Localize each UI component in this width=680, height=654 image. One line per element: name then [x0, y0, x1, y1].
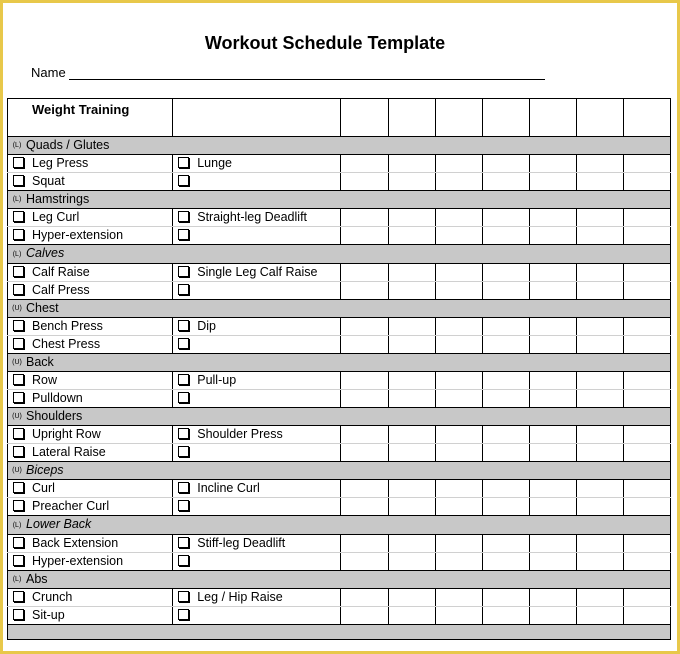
day-cell[interactable] [482, 552, 529, 570]
exercise-label: Lunge [197, 156, 232, 171]
day-cell[interactable] [482, 335, 529, 353]
category-cell [8, 299, 671, 317]
day-cell[interactable] [435, 173, 482, 191]
day-cell[interactable] [341, 263, 388, 281]
day-cell[interactable] [388, 281, 435, 299]
checkbox[interactable] [178, 555, 189, 566]
day-cell[interactable] [529, 588, 576, 606]
exercise-cell [173, 444, 341, 462]
day-cell[interactable] [623, 588, 670, 606]
day-cell[interactable] [576, 263, 623, 281]
day-cell[interactable] [435, 480, 482, 498]
day-cell[interactable] [435, 390, 482, 408]
day-cell[interactable] [529, 372, 576, 390]
day-cell[interactable] [623, 498, 670, 516]
exercise-cell [173, 426, 341, 444]
checkbox[interactable] [13, 555, 24, 566]
day-cell[interactable] [482, 155, 529, 173]
day-cell[interactable] [435, 263, 482, 281]
day-cell[interactable] [576, 173, 623, 191]
exercise-row [8, 498, 671, 516]
checkbox[interactable] [178, 392, 189, 403]
exercise-row [8, 534, 671, 552]
day-cell[interactable] [576, 606, 623, 624]
category-row [8, 245, 671, 263]
day-cell[interactable] [576, 99, 623, 137]
exercise-row [8, 372, 671, 390]
category-cell [8, 570, 671, 588]
exercise-cell [8, 209, 173, 227]
exercise-label: Leg / Hip Raise [197, 589, 283, 604]
day-cell[interactable] [482, 317, 529, 335]
header-label: Weight Training [8, 99, 173, 137]
day-cell[interactable] [388, 335, 435, 353]
day-cell[interactable] [482, 227, 529, 245]
day-cell[interactable] [388, 480, 435, 498]
day-cell[interactable] [576, 588, 623, 606]
day-cell[interactable] [388, 534, 435, 552]
day-cell[interactable] [482, 426, 529, 444]
category-cell [8, 245, 671, 263]
exercise-row [8, 480, 671, 498]
exercise-row [8, 444, 671, 462]
day-cell[interactable] [435, 534, 482, 552]
workout-schedule-page [3, 3, 677, 651]
footer-cell [8, 624, 671, 639]
day-cell[interactable] [529, 335, 576, 353]
category-row [8, 570, 671, 588]
exercise-row [8, 552, 671, 570]
checkbox[interactable] [13, 157, 24, 168]
exercise-label: Hyper-extension [32, 228, 124, 243]
exercise-label: Leg Press [32, 156, 89, 171]
day-cell[interactable] [482, 588, 529, 606]
day-cell[interactable] [482, 99, 529, 137]
day-cell[interactable] [576, 426, 623, 444]
checkbox[interactable] [13, 609, 24, 620]
exercise-row [8, 227, 671, 245]
checkbox[interactable] [13, 446, 24, 457]
checkbox[interactable] [178, 266, 189, 277]
header-blank-cell [173, 99, 341, 137]
day-cell[interactable] [482, 263, 529, 281]
exercise-cell [8, 155, 173, 173]
category-row [8, 353, 671, 371]
exercise-cell [8, 263, 173, 281]
day-cell[interactable] [435, 552, 482, 570]
day-cell[interactable] [341, 281, 388, 299]
category-name: Abs [26, 571, 48, 586]
checkbox[interactable] [178, 284, 189, 295]
day-cell[interactable] [388, 606, 435, 624]
checkbox[interactable] [178, 320, 189, 331]
exercise-label: Single Leg Calf Raise [197, 264, 318, 279]
day-cell[interactable] [341, 426, 388, 444]
footer-row [8, 624, 671, 639]
category-name: Biceps [26, 463, 64, 478]
day-cell[interactable] [529, 498, 576, 516]
exercise-cell [173, 588, 341, 606]
day-cell[interactable] [623, 552, 670, 570]
day-cell[interactable] [623, 173, 670, 191]
workout-table [7, 98, 671, 640]
day-cell[interactable] [529, 155, 576, 173]
day-cell[interactable] [529, 534, 576, 552]
day-cell[interactable] [482, 173, 529, 191]
category-cell [8, 353, 671, 371]
day-cell[interactable] [388, 372, 435, 390]
day-cell[interactable] [623, 227, 670, 245]
day-cell[interactable] [341, 498, 388, 516]
day-cell[interactable] [341, 227, 388, 245]
checkbox[interactable] [178, 609, 189, 620]
checkbox[interactable] [178, 374, 189, 385]
day-cell[interactable] [529, 281, 576, 299]
exercise-row [8, 588, 671, 606]
exercise-cell [8, 390, 173, 408]
day-cell[interactable] [529, 552, 576, 570]
exercise-cell [8, 335, 173, 353]
day-cell[interactable] [576, 534, 623, 552]
page-title: Workout Schedule Template [204, 33, 446, 53]
day-cell[interactable] [623, 480, 670, 498]
category-row [8, 462, 671, 480]
checkbox[interactable] [13, 374, 24, 385]
exercise-cell [173, 498, 341, 516]
day-cell[interactable] [623, 99, 670, 137]
category-name: Chest [26, 300, 59, 315]
checkbox[interactable] [178, 157, 189, 168]
checkbox[interactable] [13, 500, 24, 511]
exercise-row [8, 209, 671, 227]
day-cell[interactable] [341, 606, 388, 624]
day-cell[interactable] [341, 552, 388, 570]
category-row [8, 516, 671, 534]
checkbox[interactable] [13, 266, 24, 277]
exercise-label: Dip [197, 318, 216, 333]
day-cell[interactable] [482, 480, 529, 498]
checkbox[interactable] [13, 175, 24, 186]
exercise-row [8, 606, 671, 624]
name-label: Name [31, 65, 66, 80]
exercise-label: Leg Curl [32, 210, 80, 225]
exercise-row [8, 317, 671, 335]
exercise-cell [8, 534, 173, 552]
day-cell[interactable] [341, 209, 388, 227]
category-name: Calves [26, 246, 65, 261]
exercise-row [8, 335, 671, 353]
day-cell[interactable] [435, 426, 482, 444]
day-cell[interactable] [576, 227, 623, 245]
day-cell[interactable] [529, 606, 576, 624]
day-cell[interactable] [341, 480, 388, 498]
exercise-cell [173, 227, 341, 245]
body-region-tag: (U) [12, 467, 22, 475]
day-cell[interactable] [388, 99, 435, 137]
category-cell [8, 191, 671, 209]
day-cell[interactable] [576, 480, 623, 498]
exercise-label: Incline Curl [197, 481, 260, 496]
checkbox[interactable] [178, 446, 189, 457]
day-cell[interactable] [341, 372, 388, 390]
exercise-label: Straight-leg Deadlift [197, 210, 308, 225]
exercise-label: Calf Raise [32, 264, 90, 279]
day-cell[interactable] [576, 281, 623, 299]
checkbox[interactable] [178, 500, 189, 511]
day-cell[interactable] [482, 372, 529, 390]
day-cell[interactable] [482, 444, 529, 462]
exercise-row [8, 390, 671, 408]
day-cell[interactable] [623, 426, 670, 444]
day-cell[interactable] [576, 209, 623, 227]
day-cell[interactable] [341, 317, 388, 335]
day-cell[interactable] [435, 317, 482, 335]
day-cell[interactable] [435, 99, 482, 137]
day-cell[interactable] [529, 99, 576, 137]
day-cell[interactable] [529, 227, 576, 245]
day-cell[interactable] [529, 317, 576, 335]
exercise-label: Crunch [32, 589, 73, 604]
checkbox[interactable] [13, 284, 24, 295]
checkbox[interactable] [178, 428, 189, 439]
day-cell[interactable] [623, 335, 670, 353]
exercise-cell [173, 155, 341, 173]
exercise-cell [8, 588, 173, 606]
exercise-cell [173, 209, 341, 227]
exercise-cell [8, 480, 173, 498]
day-cell[interactable] [529, 209, 576, 227]
day-cell[interactable] [623, 606, 670, 624]
day-cell[interactable] [576, 372, 623, 390]
day-cell[interactable] [341, 173, 388, 191]
day-cell[interactable] [576, 155, 623, 173]
checkbox[interactable] [13, 428, 24, 439]
exercise-row [8, 155, 671, 173]
exercise-label: Back Extension [32, 535, 119, 550]
category-row [8, 408, 671, 426]
day-cell[interactable] [623, 263, 670, 281]
day-cell[interactable] [388, 552, 435, 570]
day-cell[interactable] [341, 588, 388, 606]
exercise-label: Curl [32, 481, 55, 496]
exercise-cell [8, 173, 173, 191]
exercise-cell [173, 480, 341, 498]
day-cell[interactable] [529, 173, 576, 191]
exercise-label: Row [32, 373, 58, 388]
day-cell[interactable] [482, 498, 529, 516]
day-cell[interactable] [435, 209, 482, 227]
checkbox[interactable] [178, 537, 189, 548]
day-cell[interactable] [435, 227, 482, 245]
day-cell[interactable] [623, 372, 670, 390]
exercise-cell [173, 263, 341, 281]
category-row [8, 137, 671, 155]
day-cell[interactable] [435, 335, 482, 353]
exercise-label: Lateral Raise [32, 445, 106, 460]
body-region-tag: (U) [12, 359, 22, 367]
checkbox[interactable] [13, 392, 24, 403]
day-cell[interactable] [576, 444, 623, 462]
exercise-row [8, 426, 671, 444]
day-cell[interactable] [482, 281, 529, 299]
exercise-label: Pulldown [32, 391, 83, 406]
exercise-label: Squat [32, 174, 65, 189]
day-cell[interactable] [482, 534, 529, 552]
day-cell[interactable] [388, 263, 435, 281]
body-region-tag: (L) [12, 142, 22, 150]
day-cell[interactable] [529, 263, 576, 281]
checkbox[interactable] [13, 338, 24, 349]
day-cell[interactable] [623, 444, 670, 462]
day-cell[interactable] [388, 317, 435, 335]
exercise-label: Pull-up [197, 373, 237, 388]
checkbox[interactable] [178, 482, 189, 493]
exercise-label: Calf Press [32, 282, 90, 297]
exercise-cell [173, 281, 341, 299]
body-region-tag: (L) [12, 575, 22, 583]
exercise-cell [8, 552, 173, 570]
exercise-cell [8, 498, 173, 516]
day-cell[interactable] [435, 155, 482, 173]
checkbox[interactable] [13, 537, 24, 548]
body-region-tag: (L) [12, 250, 22, 258]
exercise-cell [8, 372, 173, 390]
category-name: Shoulders [26, 409, 83, 424]
checkbox[interactable] [13, 591, 24, 602]
day-cell[interactable] [576, 552, 623, 570]
day-cell[interactable] [435, 281, 482, 299]
day-cell[interactable] [576, 498, 623, 516]
exercise-cell [173, 606, 341, 624]
category-row [8, 191, 671, 209]
day-cell[interactable] [388, 426, 435, 444]
day-cell[interactable] [576, 335, 623, 353]
category-name: Quads / Glutes [26, 138, 110, 153]
checkbox[interactable] [13, 320, 24, 331]
exercise-label: Upright Row [32, 427, 101, 442]
day-cell[interactable] [341, 155, 388, 173]
category-row [8, 299, 671, 317]
day-cell[interactable] [388, 173, 435, 191]
day-cell[interactable] [435, 444, 482, 462]
day-cell[interactable] [388, 444, 435, 462]
exercise-cell [8, 444, 173, 462]
exercise-cell [8, 606, 173, 624]
day-cell[interactable] [529, 426, 576, 444]
category-name: Back [26, 355, 54, 370]
category-cell [8, 516, 671, 534]
body-region-tag: (U) [12, 304, 22, 312]
day-cell[interactable] [529, 480, 576, 498]
day-cell[interactable] [388, 155, 435, 173]
day-cell[interactable] [388, 588, 435, 606]
day-cell[interactable] [623, 390, 670, 408]
day-cell[interactable] [482, 606, 529, 624]
day-cell[interactable] [623, 534, 670, 552]
exercise-cell [8, 317, 173, 335]
checkbox[interactable] [13, 482, 24, 493]
checkbox[interactable] [178, 229, 189, 240]
exercise-label: Sit-up [32, 607, 65, 622]
exercise-cell [173, 173, 341, 191]
exercise-cell [173, 317, 341, 335]
header-row [8, 99, 671, 137]
exercise-row [8, 263, 671, 281]
body-region-tag: (L) [12, 196, 22, 204]
exercise-label: Hyper-extension [32, 553, 124, 568]
day-cell[interactable] [576, 317, 623, 335]
day-cell[interactable] [341, 534, 388, 552]
checkbox[interactable] [178, 175, 189, 186]
exercise-cell [173, 372, 341, 390]
day-cell[interactable] [623, 317, 670, 335]
day-cell[interactable] [623, 155, 670, 173]
day-cell[interactable] [341, 390, 388, 408]
day-cell[interactable] [482, 209, 529, 227]
day-cell[interactable] [529, 390, 576, 408]
day-cell[interactable] [576, 390, 623, 408]
day-cell[interactable] [341, 335, 388, 353]
body-region-tag: (L) [12, 521, 22, 529]
day-cell[interactable] [482, 390, 529, 408]
checkbox[interactable] [13, 211, 24, 222]
day-cell[interactable] [341, 99, 388, 137]
day-cell[interactable] [435, 606, 482, 624]
exercise-label: Bench Press [32, 318, 103, 333]
category-cell [8, 408, 671, 426]
exercise-label: Chest Press [32, 336, 101, 351]
exercise-label: Stiff-leg Deadlift [197, 535, 286, 550]
exercise-cell [8, 227, 173, 245]
exercise-row [8, 281, 671, 299]
exercise-label: Preacher Curl [32, 499, 110, 514]
category-name: Lower Back [26, 517, 92, 532]
day-cell[interactable] [623, 281, 670, 299]
exercise-row [8, 173, 671, 191]
day-cell[interactable] [388, 390, 435, 408]
day-cell[interactable] [435, 588, 482, 606]
day-cell[interactable] [529, 444, 576, 462]
category-cell [8, 137, 671, 155]
exercise-cell [173, 552, 341, 570]
exercise-cell [173, 335, 341, 353]
day-cell[interactable] [435, 372, 482, 390]
checkbox[interactable] [178, 338, 189, 349]
day-cell[interactable] [388, 498, 435, 516]
exercise-cell [173, 390, 341, 408]
body-region-tag: (U) [12, 413, 22, 421]
checkbox[interactable] [178, 591, 189, 602]
day-cell[interactable] [623, 209, 670, 227]
checkbox[interactable] [178, 211, 189, 222]
day-cell[interactable] [388, 227, 435, 245]
day-cell[interactable] [435, 498, 482, 516]
day-cell[interactable] [341, 444, 388, 462]
exercise-cell [173, 534, 341, 552]
category-name: Hamstrings [26, 192, 90, 207]
day-cell[interactable] [388, 209, 435, 227]
category-cell [8, 462, 671, 480]
exercise-cell [8, 281, 173, 299]
exercise-label: Shoulder Press [197, 427, 283, 442]
checkbox[interactable] [13, 229, 24, 240]
exercise-cell [8, 426, 173, 444]
name-field-line[interactable] [69, 79, 545, 80]
